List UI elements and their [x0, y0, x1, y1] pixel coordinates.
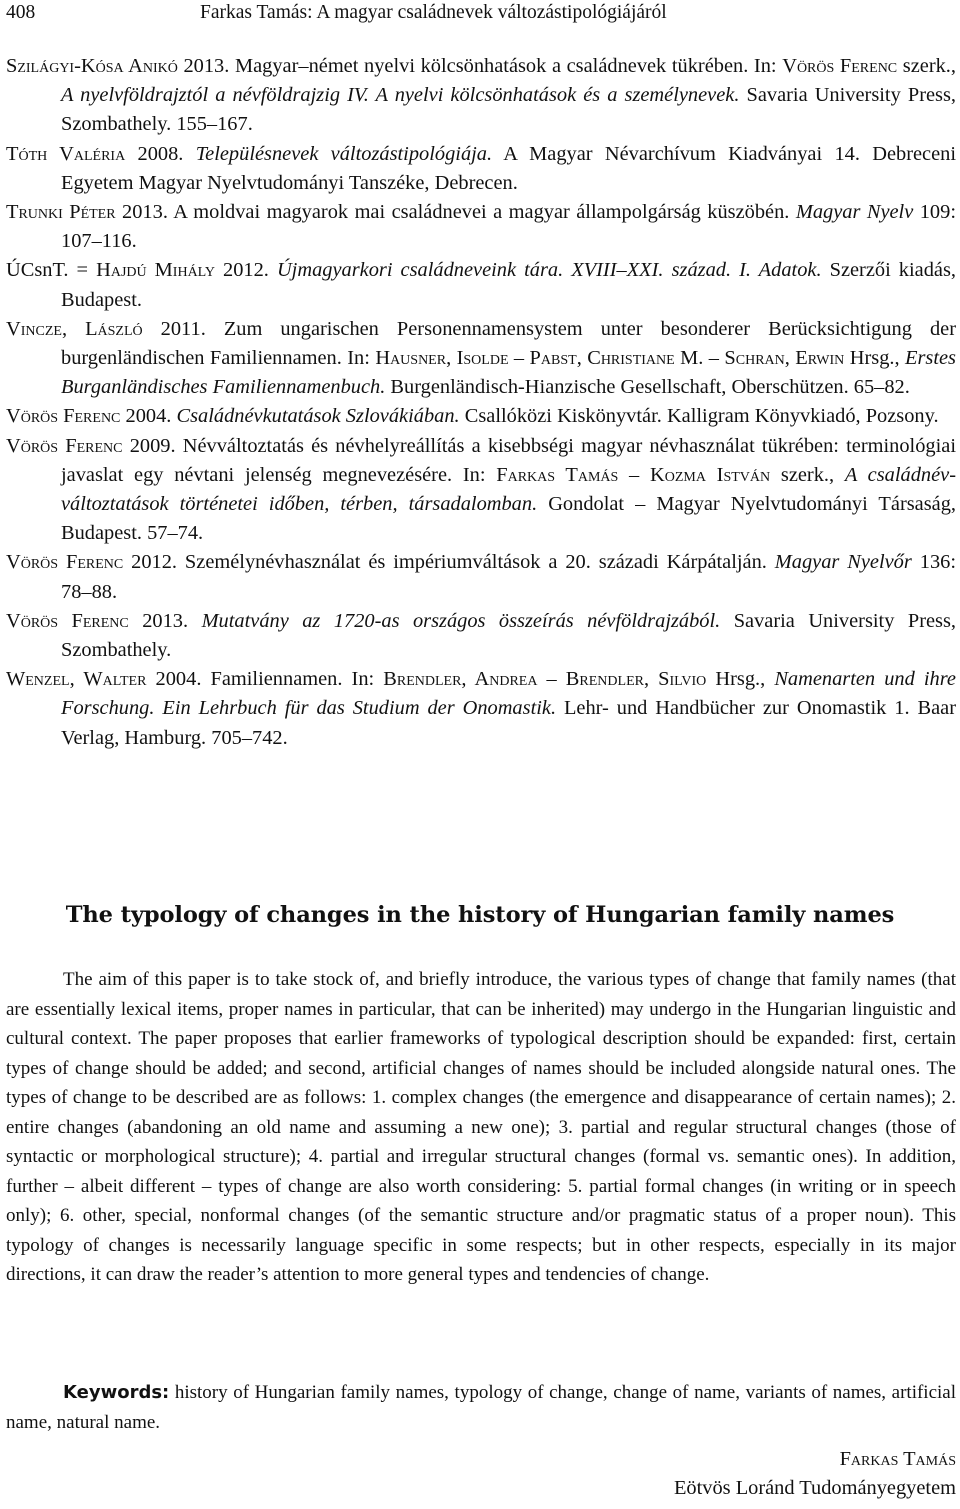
- reference-text: Erstes Burganländisches Familiennamenbuch.: [61, 347, 956, 399]
- reference-text: 2013.: [128, 609, 202, 632]
- reference-entry: [6, 315, 956, 403]
- reference-text: Mutatvány az 1720-as országos összeírás névföldrajzából.: [201, 609, 721, 632]
- reference-text: 2009. Névváltoztatás és névhelyreállítás a kisebbségi magyar névhasználat tükrében: terminológiai javaslat egy névtani jelenség megnevezésére. In:: [61, 434, 956, 486]
- reference-text: Magyar Nyelv: [795, 201, 914, 224]
- reference-text: Burgenländisch-Hianzische Gesellschaft, Oberschützen. 65–82.: [385, 376, 910, 399]
- author-affiliation: Eötvös Loránd Tudományegyetem: [673, 1477, 956, 1499]
- keywords: [6, 1378, 956, 1437]
- reference-text: 2008.: [125, 142, 196, 165]
- reference-text: Vörös Ferenc: [782, 55, 898, 77]
- reference-text: 2004. Familiennamen. In:: [146, 668, 384, 691]
- reference-text: Vörös Ferenc: [6, 609, 129, 632]
- reference-text: Tóth Valéria: [6, 142, 126, 165]
- reference-text: Szilágyi-Kósa Anikó: [6, 55, 178, 77]
- author-name: Farkas Tamás: [839, 1448, 956, 1470]
- reference-entry: [6, 198, 956, 256]
- reference-text: A Magyar Névarchívum Kiadványai 14. Debreceni Egyetem Magyar Nyelvtudományi Tanszéke, Debrecen.: [61, 142, 957, 194]
- reference-entry: [6, 256, 956, 314]
- reference-text: A családnév-változtatások történetei időben, térben, társadalomban.: [61, 463, 956, 516]
- reference-text: Településnevek változástipológiája.: [195, 142, 493, 165]
- reference-text: Vörös Ferenc: [6, 551, 124, 574]
- author-block: [674, 1445, 956, 1503]
- reference-entry: [6, 402, 956, 431]
- reference-entry: [6, 52, 956, 140]
- reference-text: Hausner, Isolde – Pabst, Christiane M. – Schran, Erwin: [375, 347, 845, 370]
- reference-text: Lehr- und Handbücher zur Onomastik 1. Baar Verlag, Hamburg. 705–742.: [61, 697, 956, 749]
- reference-text: Brendler, Andrea – Brendler, Silvio: [383, 668, 707, 691]
- reference-text: Újmagyarkori családneveink tára. XVIII–XXI. század. I. Adatok.: [276, 259, 822, 282]
- reference-text: Szerzői kiadás, Budapest.: [61, 259, 956, 311]
- reference-text: 2011. Zum ungarischen Personennamensystem unter besonderer Berücksichtigung der burgenländischen Familiennamen. In:: [61, 317, 956, 370]
- reference-text: Namenarten und ihre Forschung. Ein Lehrbuch für das Studium der Onomastik.: [61, 668, 956, 720]
- reference-text: Vörös Ferenc: [6, 434, 123, 457]
- reference-text: Vörös Ferenc: [6, 405, 121, 428]
- reference-text: Gondolat – Magyar Nyelvtudományi Társaság, Budapest. 57–74.: [61, 493, 956, 545]
- reference-text: szerk.,: [770, 463, 845, 486]
- reference-text: 2004.: [120, 405, 177, 428]
- reference-text: 136: 78–88.: [61, 551, 956, 603]
- reference-text: Wenzel, Walter: [6, 668, 147, 691]
- reference-entry: [6, 140, 956, 198]
- reference-text: 109: 107–116.: [61, 201, 956, 253]
- reference-text: 2013. A moldvai magyarok mai családnevei a magyar állampolgárság küszöbén.: [115, 201, 796, 224]
- page-number: 408: [6, 2, 36, 23]
- reference-text: Vincze, László: [6, 317, 143, 340]
- keywords-text: history of Hungarian family names, typology of change, change of name, variants of names, artificial name, natural name.: [6, 1382, 956, 1433]
- reference-text: Savaria University Press, Szombathely.: [61, 609, 957, 662]
- reference-text: 2013. Magyar–német nyelvi kölcsönhatások a családnevek tükrében. In:: [177, 55, 783, 77]
- reference-entry: [6, 607, 956, 665]
- reference-text: Hrsg.,: [706, 668, 775, 691]
- reference-text: Farkas Tamás – Kozma István: [496, 463, 771, 486]
- reference-text: ÚCsnT. =: [6, 259, 97, 282]
- running-title: Farkas Tamás: A magyar családnevek változástipológiájáról: [200, 2, 667, 23]
- reference-entry: [6, 665, 956, 753]
- reference-text: Hajdú Mihály: [96, 259, 215, 282]
- reference-text: Csallóközi Kiskönyvtár. Kalligram Könyvkiadó, Pozsony.: [459, 405, 939, 428]
- reference-text: szerk.,: [897, 55, 956, 77]
- reference-text: A nyelvföldrajztól a névföldrajzig IV. A nyelvi kölcsönhatások és a személynevek.: [61, 84, 740, 107]
- reference-text: Trunki Péter: [6, 201, 116, 224]
- reference-text: Savaria University Press, Szombathely. 155–167.: [61, 84, 956, 136]
- keywords-label: Keywords:: [63, 1382, 170, 1403]
- english-title: The typology of changes in the history of Hungarian family names: [65, 902, 895, 928]
- reference-list: [6, 52, 956, 753]
- reference-entry: [6, 548, 956, 606]
- running-head: [6, 2, 960, 28]
- abstract: The aim of this paper is to take stock of, and briefly introduce, the various types of change that family names (that are essentially lexical items, proper names in particular, that can be inherited) may undergo in the Hungarian linguistic and cultural context. The paper proposes that earlier frameworks of typological description should be expanded: first, certain types of change should be added; and second, artificial changes of names should be included alongside natural ones. The types of change to be described are as follows: 1. complex changes (the emergence and disappearance of certain names); 2. entire changes (abandoning an old name and assuming a new one); 3. partial and regular structural changes (those of syntactic or morphological structure); 4. partial and irregular structural changes (formal vs. semantic ones). In addition, further – albeit different – types of change are also worth considering: 5. partial formal changes (in writing or in speech only); 6. other, special, nonformal changes (of the semantic structure and/or pragmatic status of a proper noun). This typology of changes is necessarily language specific in some respects; but in other respects, especially in its major directions, it can draw the reader’s attention to more general types and tendencies of change.: [6, 969, 956, 1285]
- reference-entry: [6, 432, 956, 549]
- reference-text: Hrsg.,: [844, 347, 906, 370]
- reference-text: 2012. Személynévhasználat és impériumváltások a 20. századi Kárpátalján.: [123, 551, 775, 574]
- reference-text: 2012.: [214, 259, 277, 282]
- reference-text: Családnévkutatások Szlovákiában.: [176, 405, 460, 428]
- reference-text: Magyar Nyelvőr: [774, 551, 912, 574]
